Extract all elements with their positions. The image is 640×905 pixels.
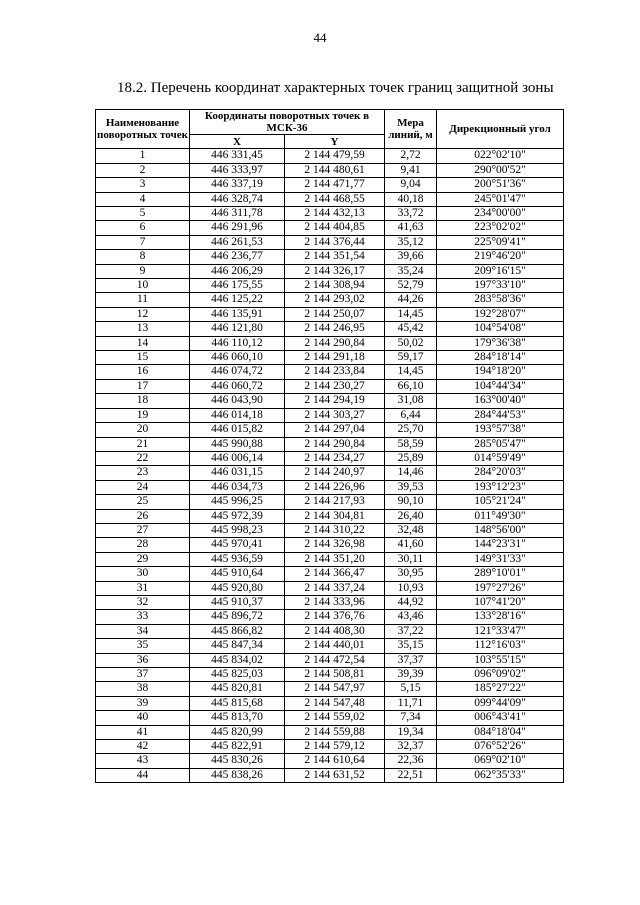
- cell-x: 445 820,81: [190, 682, 285, 696]
- cell-bearing: 149°31'33": [437, 552, 564, 566]
- cell-x: 446 135,91: [190, 307, 285, 321]
- cell-bearing: 179°36'38": [437, 336, 564, 350]
- cell-point: 35: [96, 639, 190, 653]
- cell-point: 24: [96, 480, 190, 494]
- cell-bearing: 084°18'04": [437, 725, 564, 739]
- cell-x: 446 014,18: [190, 408, 285, 422]
- cell-y: 2 144 297,04: [285, 423, 385, 437]
- cell-y: 2 144 376,76: [285, 610, 385, 624]
- cell-y: 2 144 304,81: [285, 509, 385, 523]
- cell-point: 14: [96, 336, 190, 350]
- cell-x: 446 331,45: [190, 149, 285, 163]
- cell-point: 3: [96, 178, 190, 192]
- table-row: [96, 740, 564, 754]
- cell-x: 446 175,55: [190, 279, 285, 293]
- table-row: [96, 523, 564, 537]
- cell-x: 446 337,19: [190, 178, 285, 192]
- header-y: Y: [285, 135, 385, 149]
- cell-length: 39,53: [385, 480, 437, 494]
- cell-y: 2 144 303,27: [285, 408, 385, 422]
- cell-bearing: 284°44'53": [437, 408, 564, 422]
- cell-point: 4: [96, 192, 190, 206]
- table-body: [96, 149, 564, 783]
- table-row: [96, 264, 564, 278]
- cell-y: 2 144 547,48: [285, 696, 385, 710]
- cell-y: 2 144 468,55: [285, 192, 385, 206]
- cell-bearing: 290°00'52": [437, 163, 564, 177]
- table-row: [96, 595, 564, 609]
- table-row: [96, 192, 564, 206]
- cell-y: 2 144 351,20: [285, 552, 385, 566]
- table-row: [96, 451, 564, 465]
- cell-y: 2 144 432,13: [285, 207, 385, 221]
- cell-point: 32: [96, 595, 190, 609]
- cell-y: 2 144 290,84: [285, 336, 385, 350]
- cell-x: 446 074,72: [190, 365, 285, 379]
- section-heading: 18.2. Перечень координат характерных точек границ защитной зоны: [117, 80, 554, 96]
- page-number: 44: [313, 30, 327, 45]
- cell-bearing: 283°58'36": [437, 293, 564, 307]
- cell-point: 29: [96, 552, 190, 566]
- cell-length: 50,02: [385, 336, 437, 350]
- cell-y: 2 144 337,24: [285, 581, 385, 595]
- cell-x: 445 815,68: [190, 696, 285, 710]
- cell-y: 2 144 310,22: [285, 523, 385, 537]
- table-row: [96, 178, 564, 192]
- cell-y: 2 144 233,84: [285, 365, 385, 379]
- cell-length: 66,10: [385, 379, 437, 393]
- cell-point: 10: [96, 279, 190, 293]
- cell-length: 22,36: [385, 754, 437, 768]
- cell-bearing: 193°12'23": [437, 480, 564, 494]
- table-row: [96, 149, 564, 163]
- cell-length: 32,37: [385, 740, 437, 754]
- cell-length: 11,71: [385, 696, 437, 710]
- table-row: [96, 610, 564, 624]
- cell-bearing: 104°54'08": [437, 322, 564, 336]
- cell-length: 30,11: [385, 552, 437, 566]
- cell-bearing: 022°02'10": [437, 149, 564, 163]
- table-row: [96, 538, 564, 552]
- cell-y: 2 144 230,27: [285, 379, 385, 393]
- table-row: [96, 581, 564, 595]
- cell-x: 446 043,90: [190, 394, 285, 408]
- cell-x: 446 060,72: [190, 379, 285, 393]
- cell-bearing: 121°33'47": [437, 624, 564, 638]
- cell-length: 39,39: [385, 668, 437, 682]
- cell-x: 446 236,77: [190, 250, 285, 264]
- cell-y: 2 144 226,96: [285, 480, 385, 494]
- cell-length: 2,72: [385, 149, 437, 163]
- cell-x: 446 110,12: [190, 336, 285, 350]
- cell-x: 445 834,02: [190, 653, 285, 667]
- cell-y: 2 144 631,52: [285, 768, 385, 782]
- cell-length: 19,34: [385, 725, 437, 739]
- header-bearing: Дирекционный угол: [437, 110, 564, 149]
- cell-y: 2 144 293,02: [285, 293, 385, 307]
- cell-x: 446 031,15: [190, 466, 285, 480]
- cell-point: 27: [96, 523, 190, 537]
- cell-point: 42: [96, 740, 190, 754]
- cell-y: 2 144 351,54: [285, 250, 385, 264]
- cell-point: 17: [96, 379, 190, 393]
- table-row: [96, 379, 564, 393]
- cell-x: 445 896,72: [190, 610, 285, 624]
- cell-length: 5,15: [385, 682, 437, 696]
- cell-point: 31: [96, 581, 190, 595]
- cell-length: 44,26: [385, 293, 437, 307]
- cell-bearing: 284°20'03": [437, 466, 564, 480]
- cell-point: 18: [96, 394, 190, 408]
- cell-point: 16: [96, 365, 190, 379]
- table-row: [96, 552, 564, 566]
- cell-point: 2: [96, 163, 190, 177]
- cell-point: 19: [96, 408, 190, 422]
- cell-length: 44,92: [385, 595, 437, 609]
- cell-x: 445 820,99: [190, 725, 285, 739]
- table-row: [96, 725, 564, 739]
- cell-length: 25,89: [385, 451, 437, 465]
- cell-length: 90,10: [385, 495, 437, 509]
- cell-point: 43: [96, 754, 190, 768]
- cell-x: 446 291,96: [190, 221, 285, 235]
- cell-length: 31,08: [385, 394, 437, 408]
- cell-y: 2 144 559,88: [285, 725, 385, 739]
- cell-x: 446 121,80: [190, 322, 285, 336]
- cell-point: 21: [96, 437, 190, 451]
- table-row: [96, 307, 564, 321]
- table-row: [96, 207, 564, 221]
- table-row: [96, 480, 564, 494]
- cell-x: 445 825,03: [190, 668, 285, 682]
- cell-length: 6,44: [385, 408, 437, 422]
- cell-point: 6: [96, 221, 190, 235]
- table-row: [96, 163, 564, 177]
- cell-x: 445 830,26: [190, 754, 285, 768]
- cell-x: 446 311,78: [190, 207, 285, 221]
- table-row: [96, 624, 564, 638]
- coordinates-table: [95, 109, 564, 783]
- cell-bearing: 069°02'10": [437, 754, 564, 768]
- cell-point: 1: [96, 149, 190, 163]
- cell-bearing: 219°46'20": [437, 250, 564, 264]
- cell-bearing: 163°00'40": [437, 394, 564, 408]
- cell-y: 2 144 404,85: [285, 221, 385, 235]
- cell-y: 2 144 408,30: [285, 624, 385, 638]
- cell-point: 44: [96, 768, 190, 782]
- cell-point: 22: [96, 451, 190, 465]
- cell-bearing: 223°02'02": [437, 221, 564, 235]
- cell-point: 8: [96, 250, 190, 264]
- cell-y: 2 144 326,98: [285, 538, 385, 552]
- cell-bearing: 200°51'36": [437, 178, 564, 192]
- table-row: [96, 394, 564, 408]
- cell-point: 23: [96, 466, 190, 480]
- cell-bearing: 096°09'02": [437, 668, 564, 682]
- table-row: [96, 279, 564, 293]
- cell-x: 446 333,97: [190, 163, 285, 177]
- cell-x: 445 822,91: [190, 740, 285, 754]
- cell-bearing: 284°18'14": [437, 351, 564, 365]
- cell-length: 14,45: [385, 365, 437, 379]
- cell-x: 446 328,74: [190, 192, 285, 206]
- table-row: [96, 293, 564, 307]
- cell-y: 2 144 291,18: [285, 351, 385, 365]
- cell-length: 30,95: [385, 567, 437, 581]
- cell-point: 40: [96, 711, 190, 725]
- cell-point: 28: [96, 538, 190, 552]
- table-row: [96, 336, 564, 350]
- cell-bearing: 192°28'07": [437, 307, 564, 321]
- cell-point: 38: [96, 682, 190, 696]
- cell-point: 5: [96, 207, 190, 221]
- cell-y: 2 144 479,59: [285, 149, 385, 163]
- table-row: [96, 567, 564, 581]
- cell-y: 2 144 326,17: [285, 264, 385, 278]
- cell-length: 33,72: [385, 207, 437, 221]
- cell-y: 2 144 559,02: [285, 711, 385, 725]
- table-row: [96, 495, 564, 509]
- cell-bearing: 103°55'15": [437, 653, 564, 667]
- cell-y: 2 144 333,96: [285, 595, 385, 609]
- table-row: [96, 509, 564, 523]
- table-row: [96, 696, 564, 710]
- cell-bearing: 194°18'20": [437, 365, 564, 379]
- cell-bearing: 006°43'41": [437, 711, 564, 725]
- cell-bearing: 193°57'38": [437, 423, 564, 437]
- cell-length: 41,60: [385, 538, 437, 552]
- cell-x: 446 125,22: [190, 293, 285, 307]
- cell-point: 33: [96, 610, 190, 624]
- cell-x: 445 847,34: [190, 639, 285, 653]
- header-coordinates: Координаты поворотных точек в МСК-36: [190, 110, 385, 135]
- cell-length: 37,22: [385, 624, 437, 638]
- cell-y: 2 144 366,47: [285, 567, 385, 581]
- cell-bearing: 014°59'49": [437, 451, 564, 465]
- cell-x: 446 261,53: [190, 235, 285, 249]
- cell-length: 22,51: [385, 768, 437, 782]
- table-row: [96, 423, 564, 437]
- cell-point: 9: [96, 264, 190, 278]
- cell-bearing: 062°35'33": [437, 768, 564, 782]
- cell-bearing: 234°00'00": [437, 207, 564, 221]
- cell-bearing: 197°27'26": [437, 581, 564, 595]
- cell-x: 445 970,41: [190, 538, 285, 552]
- table-header: [96, 110, 564, 149]
- cell-bearing: 112°16'03": [437, 639, 564, 653]
- cell-y: 2 144 290,84: [285, 437, 385, 451]
- cell-length: 7,34: [385, 711, 437, 725]
- table-row: [96, 221, 564, 235]
- table-row: [96, 682, 564, 696]
- cell-y: 2 144 294,19: [285, 394, 385, 408]
- cell-y: 2 144 308,94: [285, 279, 385, 293]
- cell-point: 41: [96, 725, 190, 739]
- cell-length: 59,17: [385, 351, 437, 365]
- cell-bearing: 107°41'20": [437, 595, 564, 609]
- cell-length: 14,45: [385, 307, 437, 321]
- cell-length: 43,46: [385, 610, 437, 624]
- cell-y: 2 144 480,61: [285, 163, 385, 177]
- cell-point: 7: [96, 235, 190, 249]
- cell-bearing: 197°33'10": [437, 279, 564, 293]
- header-x: X: [190, 135, 285, 149]
- cell-length: 9,41: [385, 163, 437, 177]
- cell-y: 2 144 610,64: [285, 754, 385, 768]
- cell-bearing: 209°16'15": [437, 264, 564, 278]
- cell-bearing: 011°49'30": [437, 509, 564, 523]
- cell-x: 446 060,10: [190, 351, 285, 365]
- cell-length: 40,18: [385, 192, 437, 206]
- cell-length: 41,63: [385, 221, 437, 235]
- cell-x: 445 990,88: [190, 437, 285, 451]
- cell-x: 445 866,82: [190, 624, 285, 638]
- table-row: [96, 668, 564, 682]
- cell-length: 32,48: [385, 523, 437, 537]
- cell-x: 445 910,64: [190, 567, 285, 581]
- cell-length: 35,15: [385, 639, 437, 653]
- cell-point: 26: [96, 509, 190, 523]
- cell-point: 11: [96, 293, 190, 307]
- cell-length: 58,59: [385, 437, 437, 451]
- cell-y: 2 144 246,95: [285, 322, 385, 336]
- table-row: [96, 754, 564, 768]
- cell-bearing: 289°10'01": [437, 567, 564, 581]
- table-row: [96, 250, 564, 264]
- cell-length: 45,42: [385, 322, 437, 336]
- cell-y: 2 144 579,12: [285, 740, 385, 754]
- cell-point: 39: [96, 696, 190, 710]
- table-row: [96, 437, 564, 451]
- cell-x: 445 813,70: [190, 711, 285, 725]
- cell-y: 2 144 440,01: [285, 639, 385, 653]
- table-row: [96, 408, 564, 422]
- cell-length: 35,24: [385, 264, 437, 278]
- cell-x: 445 920,80: [190, 581, 285, 595]
- cell-length: 25,70: [385, 423, 437, 437]
- table-row: [96, 711, 564, 725]
- cell-point: 37: [96, 668, 190, 682]
- table-row: [96, 653, 564, 667]
- cell-bearing: 245°01'47": [437, 192, 564, 206]
- cell-x: 445 972,39: [190, 509, 285, 523]
- cell-x: 446 206,29: [190, 264, 285, 278]
- table-row: [96, 639, 564, 653]
- cell-point: 15: [96, 351, 190, 365]
- cell-y: 2 144 217,93: [285, 495, 385, 509]
- table-row: [96, 365, 564, 379]
- cell-bearing: 148°56'00": [437, 523, 564, 537]
- table-row: [96, 466, 564, 480]
- cell-x: 446 015,82: [190, 423, 285, 437]
- cell-point: 25: [96, 495, 190, 509]
- cell-point: 30: [96, 567, 190, 581]
- cell-bearing: 076°52'26": [437, 740, 564, 754]
- cell-point: 34: [96, 624, 190, 638]
- cell-bearing: 185°27'22": [437, 682, 564, 696]
- cell-x: 445 936,59: [190, 552, 285, 566]
- cell-point: 12: [96, 307, 190, 321]
- header-length: Мера линий, м: [385, 110, 437, 149]
- cell-bearing: 285°05'47": [437, 437, 564, 451]
- cell-y: 2 144 240,97: [285, 466, 385, 480]
- cell-y: 2 144 376,44: [285, 235, 385, 249]
- cell-y: 2 144 472,54: [285, 653, 385, 667]
- cell-length: 9,04: [385, 178, 437, 192]
- cell-length: 37,37: [385, 653, 437, 667]
- cell-y: 2 144 547,97: [285, 682, 385, 696]
- cell-length: 39,66: [385, 250, 437, 264]
- cell-bearing: 225°09'41": [437, 235, 564, 249]
- cell-length: 52,79: [385, 279, 437, 293]
- cell-x: 446 006,14: [190, 451, 285, 465]
- cell-x: 445 996,25: [190, 495, 285, 509]
- cell-y: 2 144 250,07: [285, 307, 385, 321]
- cell-y: 2 144 471,77: [285, 178, 385, 192]
- cell-bearing: 144°23'31": [437, 538, 564, 552]
- table-row: [96, 235, 564, 249]
- cell-point: 13: [96, 322, 190, 336]
- cell-bearing: 133°28'16": [437, 610, 564, 624]
- cell-length: 35,12: [385, 235, 437, 249]
- cell-point: 20: [96, 423, 190, 437]
- table-row: [96, 768, 564, 782]
- cell-x: 445 910,37: [190, 595, 285, 609]
- cell-length: 26,40: [385, 509, 437, 523]
- cell-bearing: 104°44'34": [437, 379, 564, 393]
- table-row: [96, 322, 564, 336]
- cell-y: 2 144 234,27: [285, 451, 385, 465]
- cell-y: 2 144 508,81: [285, 668, 385, 682]
- cell-bearing: 105°21'24": [437, 495, 564, 509]
- cell-length: 10,93: [385, 581, 437, 595]
- cell-x: 446 034,73: [190, 480, 285, 494]
- cell-bearing: 099°44'09": [437, 696, 564, 710]
- cell-length: 14,46: [385, 466, 437, 480]
- cell-point: 36: [96, 653, 190, 667]
- table-row: [96, 351, 564, 365]
- cell-x: 445 838,26: [190, 768, 285, 782]
- cell-x: 445 998,23: [190, 523, 285, 537]
- header-point-name: Наименование поворотных точек: [96, 110, 190, 149]
